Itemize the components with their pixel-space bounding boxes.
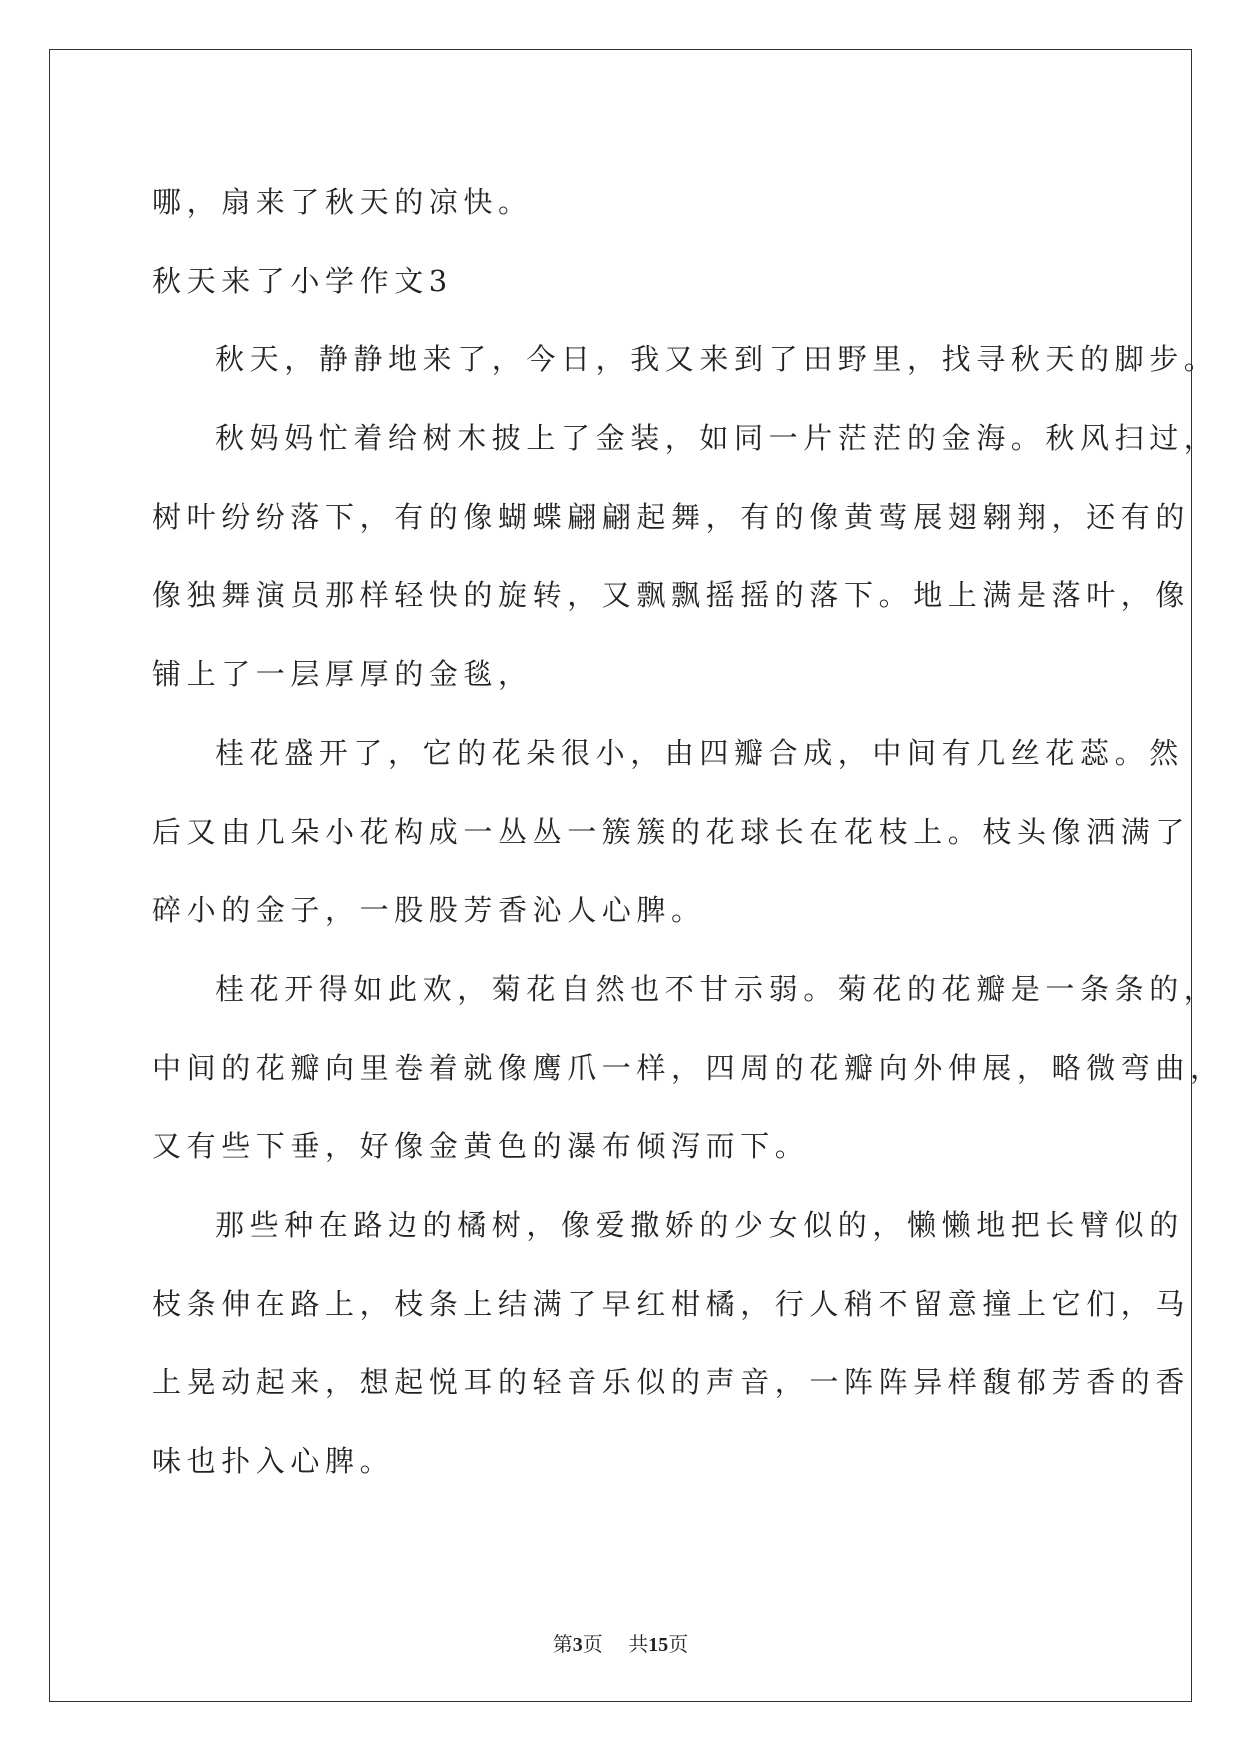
text-line: 上晃动起来，想起悦耳的轻音乐似的声音，一阵阵异样馥郁芳香的香 [152,1365,1191,1400]
text-line: 那些种在路边的橘树，像爱撒娇的少女似的，懒懒地把长臂似的 [215,1207,1184,1242]
total-pages: 15 [648,1634,669,1656]
text-line: 秋妈妈忙着给树木披上了金装，如同一片茫茫的金海。秋风扫过， [215,421,1219,456]
text-line: 秋天，静静地来了，今日，我又来到了田野里，找寻秋天的脚步。 [215,342,1219,377]
text-line: 铺上了一层厚厚的金毯， [152,657,533,692]
text-line: 桂花开得如此欢，菊花自然也不甘示弱。菊花的花瓣是一条条的， [215,971,1219,1006]
text-line: 后又由几朵小花构成一丛丛一簇簇的花球长在花枝上。枝头像洒满了 [152,814,1191,849]
text-line: 又有些下垂，好像金黄色的瀑布倾泻而下。 [152,1129,810,1164]
document-body [152,163,1225,1501]
text-line: 枝条伸在路上，枝条上结满了早红柑橘，行人稍不留意撞上它们，马 [152,1286,1191,1321]
page-prefix: 第 [552,1632,573,1656]
text-line: 哪，扇来了秋天的凉快。 [152,185,533,219]
text-line: 树叶纷纷落下，有的像蝴蝶翩翩起舞，有的像黄莺展翅翱翔，还有的 [152,499,1191,534]
page-footer [0,1628,1241,1657]
text-line: 中间的花瓣向里卷着就像鹰爪一样，四周的花瓣向外伸展，略微弯曲， [152,1050,1225,1085]
text-line: 碎小的金子，一股股芳香沁人心脾。 [152,893,706,928]
total-suffix: 页 [668,1632,689,1656]
text-line: 味也扑入心脾。 [152,1444,395,1478]
page-number: 3 [572,1634,583,1656]
text-line: 桂花盛开了，它的花朵很小，由四瓣合成，中间有几丝花蕊。然 [215,735,1184,770]
text-line: 像独舞演员那样轻快的旋转，又飘飘摇摇的落下。地上满是落叶，像 [152,578,1191,613]
page-suffix: 页 [582,1632,603,1656]
total-prefix: 共 [628,1632,649,1656]
section-heading: 秋天来了小学作文3 [152,263,453,298]
